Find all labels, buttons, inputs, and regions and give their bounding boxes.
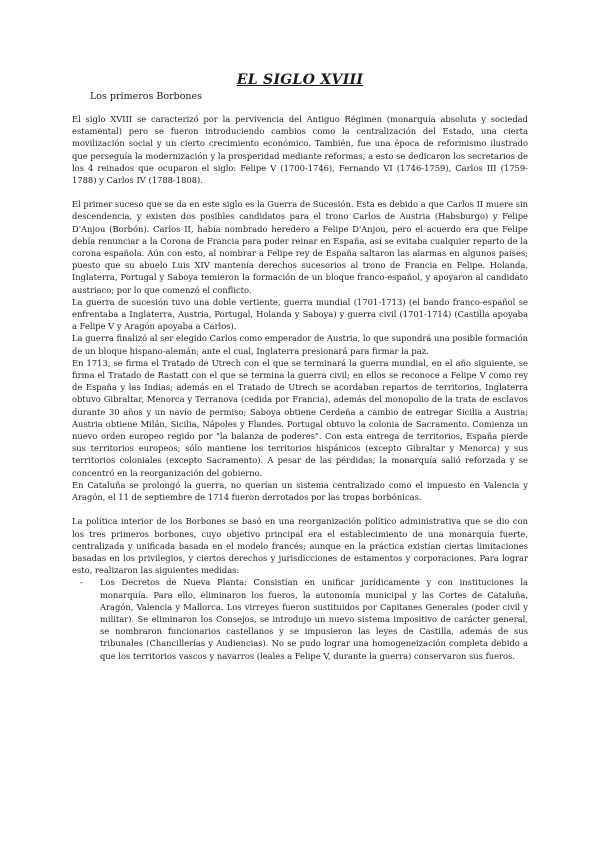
measures-list (72, 576, 528, 661)
paragraph-war-sides: La guerra de sucesión tuvo una doble vertiente, guerra mundial (1701-1713) (el bando franco-español se enfrentaba a Inglaterra, Austria, Portugal, Holanda y Saboya) y guerra civil (1701-1714) (Castilla apoyaba a Felipe V y Aragón apoyaba a Carlos). (72, 296, 528, 332)
paragraph-intro: El siglo XVIII se caracterizó por la pervivencia del Antiguo Régimen (monarquía absoluta y sociedad estamental) pero se fueron introduciendo cambios como la centralización del Estado, una cierta movilización social y un cierto crecimiento económico. También, fue una época de reformismo ilustrado que perseguía la modernización y la prosperidad mediante reformas, a esto se dedicaron los secretarios de los 4 reinados que ocuparon el siglo: Felipe V (1700-1746), Fernando VI (1746-1759), Carlos III (1759-1788) y Carlos IV (1788-1808). (72, 114, 528, 186)
document-subtitle: Los primeros Borbones (90, 91, 203, 102)
list-dash: - (80, 577, 83, 588)
list-item-text: Los Decretos de Nueva Planta: Consistían en unificar jurídicamente y con instituciones la monarquía. Para ello, eliminaron los fueros, la autonomía municipal y las Cortes de Cataluña, Aragón, Valencia y Mallorca. Los virreyes fueron sustituidos por Capitanes Generales (poder civil y militar). Se eliminaron los Consejos, se introdujo un nuevo sistema impositivo de carácter general, se nombraron funcionarios castellanos y se impusieron las leyes de Castilla, además de sus tribunales (Chancillerías y Audiencias). No se pudo lograr una homogeneización completa debido a que los territorios vascos y navarros (leales a Felipe V, durante la guerra) conservaron sus fueros. (100, 577, 528, 661)
list-item (72, 576, 528, 661)
document-body (72, 113, 528, 662)
document-title: EL SIGLO XVIII (236, 72, 364, 88)
paragraph-war-end: La guerra finalizó al ser elegido Carlos como emperador de Austria, lo que supondrá una posible formación de un bloque hispano-alemán; ante el cual, Inglaterra presionará para firmar la paz. (72, 333, 528, 356)
paragraph-interior-policy: La política interior de los Borbones se basó en una reorganización político administrativa que se dio con los tres primeros borbones, cuyo objetivo principal era el establecimiento de una monarquía fuerte, centralizada y unificada basada en el modelo francés; aunque en la práctica existían ciertas limitaciones basadas en los privilegios, y ciertos derechos y jurisdicciones de estamentos y corporaciones. Para lograr esto, realizaron las siguientes medidas: (72, 516, 528, 576)
paragraph-catalonia: En Cataluña se prolongó la guerra, no querían un sistema centralizado como el impuesto en Valencia y Aragón, el 11 de septiembre de 1714 fueron derrotados por las tropas borbónicas. (72, 479, 528, 503)
paragraph-succession-war: El primer suceso que se da en este siglo es la Guerra de Sucesión. Esta es debido a que Carlos II muere sin descendencia, y existen dos posibles candidatos para el trono Carlos de Austria (Habsburgo) y Felipe D'Anjou (Borbón). Carlos II, había nombrado heredero a Felipe D'Anjou, pero el acuerdo era que Felipe debía renunciar a la Corona de Francia para poder reinar en España, así se evitaba cualquier reparto de la corona española. Aún con esto, al nombrar a Felipe rey de España saltaron las alarmas en algunos países; puesto que su abuelo Luis XIV mantenía derechos sucesorios al trono de Francia en Felipe. Holanda, Inglaterra, Portugal y Saboya temieron la formación de un bloque franco-español, y apoyaron al candidato austriaco; por lo que comenzó el conflicto. (72, 199, 528, 295)
paragraph-treaties: En 1713, se firma el Tratado de Utrech con el que se terminará la guerra mundial, en el año siguiente, se firma el Tratado de Rastatt con el que se termina la guerra civil; en ellos se reconoce a Felipe V como rey de España y las Indias; además en el Tratado de Utrech se acordaban repartos de territorios, Inglaterra obtuvo Gibraltar, Menorca y Terranova (cedida por Francia), además del monopolio de la trata de esclavos durante 30 años y un navío de permiso; Saboya obtiene Cerdeña a cambio de entregar Sicilia a Austria; Austria obtiene Milán, Sicilia, Nápoles y Flandes. Portugal obtuvo la colonia de Sacramento. Comienza un nuevo orden europeo regido por "la balanza de poderes". Con esta entrega de territorios, España pierde sus territorios europeos; sólo mantiene los territorios hispánicos (excepto Gibraltar y Menorca) y sus territorios coloniales (excepto Sacramento). A pesar de las pérdidas, la monarquía salió reforzada y se concentró en la reorganización del gobierno. (72, 357, 528, 478)
